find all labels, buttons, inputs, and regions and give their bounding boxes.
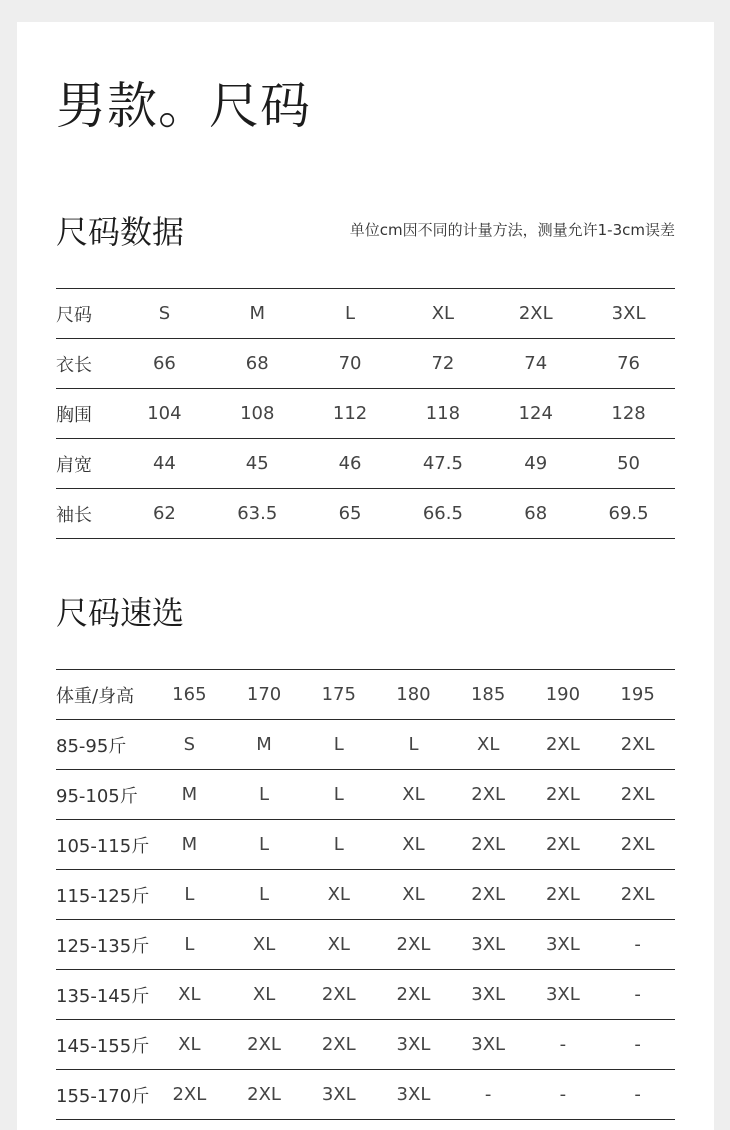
weight-row (56, 920, 675, 970)
table-cell: 2XL (600, 820, 675, 870)
table-cell: 45 (211, 439, 304, 489)
table-cell: 70 (304, 339, 397, 389)
row-label-cell: 胸围 (56, 389, 118, 439)
row-label-cell: 145-155斤 (56, 1020, 152, 1070)
row-label-cell: 袖长 (56, 489, 118, 539)
row-label-cell: 125-135斤 (56, 920, 152, 970)
measurement-row (56, 339, 675, 389)
row-label-cell: 肩宽 (56, 439, 118, 489)
table-cell: 118 (396, 389, 489, 439)
table-cell: L (227, 820, 302, 870)
table-cell: 2XL (526, 870, 601, 920)
measurement-note: 单位cm因不同的计量方法，测量允许1-3cm误差 (349, 221, 675, 239)
table-cell: 65 (304, 489, 397, 539)
table-cell: L (301, 820, 376, 870)
table-cell: XL (301, 870, 376, 920)
header-cell: 3XL (582, 289, 675, 339)
table-cell: 2XL (152, 1070, 227, 1120)
table-cell: 76 (582, 339, 675, 389)
table-cell: 3XL (451, 1020, 526, 1070)
header-cell: 195 (600, 670, 675, 720)
table-cell: - (600, 1070, 675, 1120)
table-cell: XL (227, 970, 302, 1020)
row-label-cell: 85-95斤 (56, 720, 152, 770)
table-cell: - (600, 970, 675, 1020)
table-cell: 74 (489, 339, 582, 389)
table-cell: 2XL (301, 1020, 376, 1070)
table-cell: 72 (396, 339, 489, 389)
size-data-title: 尺码数据 (56, 213, 185, 251)
page-title: 男款。尺码 (56, 77, 311, 135)
header-cell: 175 (301, 670, 376, 720)
table-cell: - (600, 1020, 675, 1070)
measurement-row (56, 389, 675, 439)
table-cell: M (227, 720, 302, 770)
table-cell: XL (227, 920, 302, 970)
header-cell: 170 (227, 670, 302, 720)
row-label-cell: 105-115斤 (56, 820, 152, 870)
table-cell: 3XL (376, 1070, 451, 1120)
weight-row (56, 970, 675, 1020)
measurement-row (56, 439, 675, 489)
weight-row (56, 1020, 675, 1070)
table-cell: XL (376, 770, 451, 820)
table-cell: 3XL (301, 1070, 376, 1120)
header-label-cell: 尺码 (56, 289, 118, 339)
table-cell: 104 (118, 389, 211, 439)
header-cell: XL (396, 289, 489, 339)
table-cell: 2XL (301, 970, 376, 1020)
table-cell: 2XL (227, 1070, 302, 1120)
table-cell: 68 (489, 489, 582, 539)
table-cell: 49 (489, 439, 582, 489)
table-cell: S (152, 720, 227, 770)
table-cell: - (600, 920, 675, 970)
table-cell: 47.5 (396, 439, 489, 489)
weight-height-header-row (56, 670, 675, 720)
table-cell: 3XL (451, 970, 526, 1020)
table-cell: L (152, 870, 227, 920)
header-cell: 180 (376, 670, 451, 720)
header-label-cell: 体重/身高 (56, 670, 152, 720)
weight-row (56, 1070, 675, 1120)
header-cell: M (211, 289, 304, 339)
table-cell: - (451, 1070, 526, 1120)
table-cell: 2XL (600, 720, 675, 770)
table-cell: 2XL (526, 770, 601, 820)
table-cell: - (526, 1070, 601, 1120)
table-cell: 66 (118, 339, 211, 389)
table-cell: L (301, 770, 376, 820)
table-cell: 69.5 (582, 489, 675, 539)
table-cell: M (152, 820, 227, 870)
table-cell: 3XL (451, 920, 526, 970)
table-cell: 62 (118, 489, 211, 539)
row-label-cell: 155-170斤 (56, 1070, 152, 1120)
header-cell: 185 (451, 670, 526, 720)
table-cell: XL (376, 820, 451, 870)
table-cell: XL (152, 970, 227, 1020)
table-cell: 68 (211, 339, 304, 389)
weight-row (56, 870, 675, 920)
header-cell: S (118, 289, 211, 339)
table-cell: M (152, 770, 227, 820)
table-cell: 2XL (600, 870, 675, 920)
table-cell: L (301, 720, 376, 770)
table-cell: L (227, 770, 302, 820)
table-cell: 2XL (526, 720, 601, 770)
measurement-row (56, 489, 675, 539)
table-cell: XL (152, 1020, 227, 1070)
row-label-cell: 衣长 (56, 339, 118, 389)
table-cell: L (152, 920, 227, 970)
row-label-cell: 135-145斤 (56, 970, 152, 1020)
table-cell: 2XL (227, 1020, 302, 1070)
table-cell: 108 (211, 389, 304, 439)
table-cell: 2XL (451, 770, 526, 820)
header-cell: 165 (152, 670, 227, 720)
table-cell: 128 (582, 389, 675, 439)
table-cell: 3XL (526, 920, 601, 970)
table-cell: XL (451, 720, 526, 770)
weight-row (56, 720, 675, 770)
table-cell: 66.5 (396, 489, 489, 539)
size-quick-select-title: 尺码速选 (56, 594, 185, 632)
row-label-cell: 95-105斤 (56, 770, 152, 820)
table-cell: XL (301, 920, 376, 970)
weight-row (56, 770, 675, 820)
table-cell: L (227, 870, 302, 920)
table-cell: 2XL (376, 970, 451, 1020)
table-cell: 44 (118, 439, 211, 489)
table-cell: 2XL (451, 870, 526, 920)
table-cell: 50 (582, 439, 675, 489)
table-cell: L (376, 720, 451, 770)
table-cell: 63.5 (211, 489, 304, 539)
table-cell: 2XL (600, 770, 675, 820)
table-cell: 46 (304, 439, 397, 489)
table-cell: 3XL (376, 1020, 451, 1070)
table-cell: 2XL (376, 920, 451, 970)
header-cell: 190 (526, 670, 601, 720)
header-cell: L (304, 289, 397, 339)
table-cell: - (526, 1020, 601, 1070)
weight-row (56, 820, 675, 870)
size-quick-select-table (56, 669, 675, 1120)
table-cell: XL (376, 870, 451, 920)
size-header-row (56, 289, 675, 339)
table-cell: 3XL (526, 970, 601, 1020)
header-cell: 2XL (489, 289, 582, 339)
table-cell: 124 (489, 389, 582, 439)
row-label-cell: 115-125斤 (56, 870, 152, 920)
size-data-table (56, 288, 675, 539)
table-cell: 2XL (526, 820, 601, 870)
table-cell: 112 (304, 389, 397, 439)
table-cell: 2XL (451, 820, 526, 870)
